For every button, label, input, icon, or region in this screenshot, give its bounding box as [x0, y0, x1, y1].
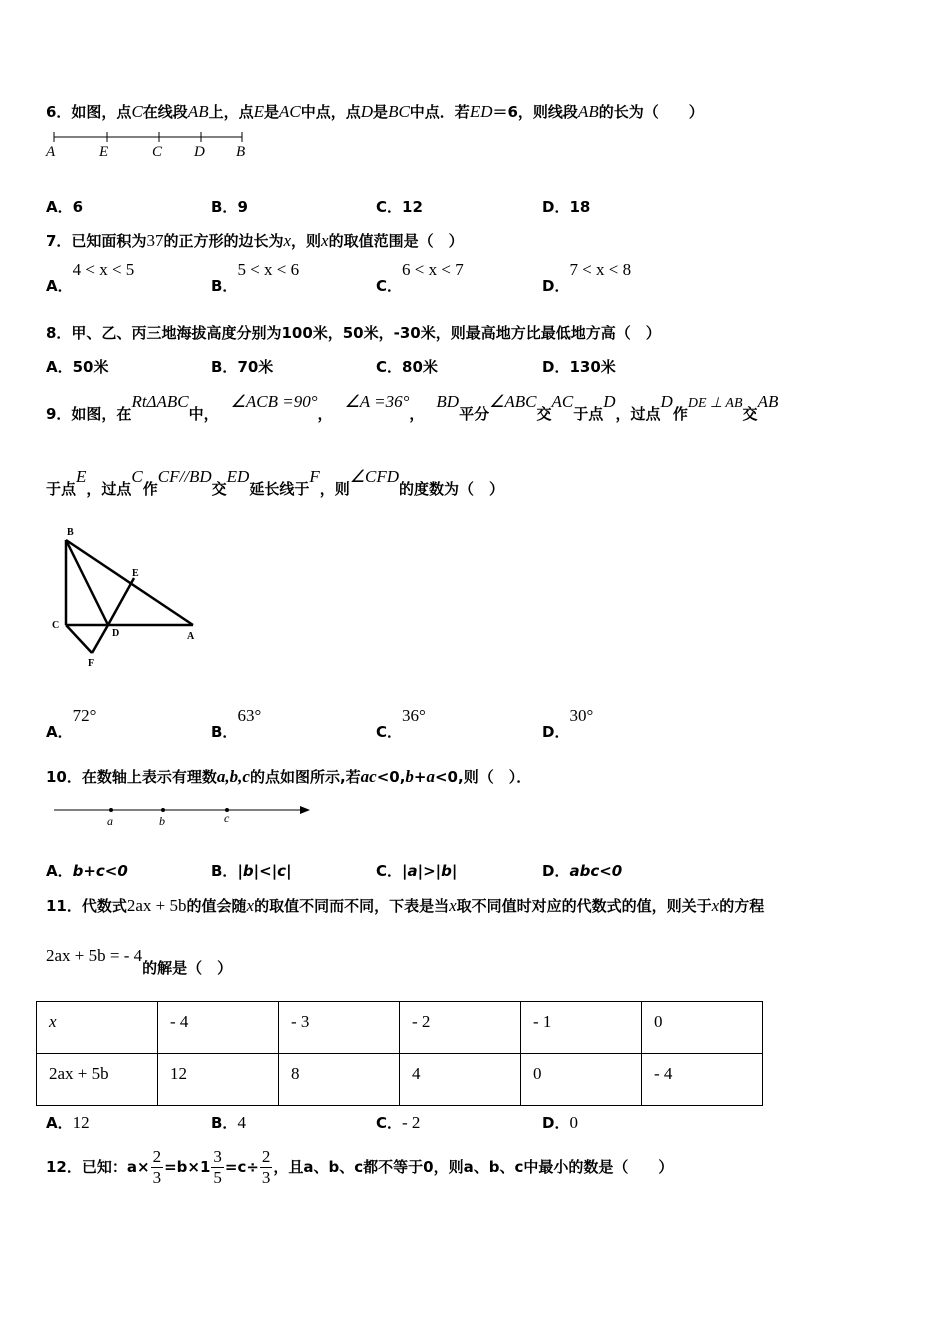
table-cell: 2ax + 5b: [37, 1054, 158, 1106]
table-cell: x: [37, 1002, 158, 1054]
label-e: E: [99, 144, 109, 160]
question-11-stem: 11．代数式2ax + 5b的值会随x的取值不同而不同，下表是当x取不同值时对应的代数式的值，则关于x的方程: [46, 896, 765, 915]
q10-option-d[interactable]: D．abc<0: [542, 862, 623, 880]
q11-option-d[interactable]: D．0: [542, 1113, 578, 1132]
q6-option-d[interactable]: D．18: [542, 198, 591, 216]
question-10-stem: 10．在数轴上表示有理数a,b,c的点如图所示,若ac<0,b+a<0,则（ ）．: [46, 767, 532, 786]
label-b: B: [236, 144, 246, 160]
fraction-three-fifths: $\frac{3}{5}$: [213, 1147, 222, 1187]
segment-cf: [66, 625, 92, 653]
number-line-figure: [48, 798, 318, 830]
q8-option-b[interactable]: B．70米: [211, 358, 274, 376]
question-12-stem: 12．已知：a× $\frac{2}{3}$ =b×1 $\frac{3}{5}$ =c÷ $\frac{2}{3}$ ，且a、b、c都不等于0，则a、b、c中最小的数是（ ）: [46, 1147, 674, 1187]
axis-arrow: [300, 806, 310, 814]
q6-option-b[interactable]: B．9: [211, 198, 248, 216]
table-cell: 12: [158, 1054, 279, 1106]
question-8-stem: 8．甲、乙、丙三地海拔高度分别为100米，50米，-30米，则最高地方比最低地方高（ ）: [46, 324, 661, 342]
question-11-equation-line: 2ax + 5b = - 4的解是（ ）: [46, 946, 233, 977]
table-cell: 0: [521, 1054, 642, 1106]
table-row: [37, 1054, 763, 1106]
label-d: D: [112, 628, 120, 639]
q7-option-a[interactable]: A．4 < x < 5: [46, 260, 135, 295]
table-cell: - 1: [521, 1002, 642, 1054]
segment-figure: [40, 128, 260, 162]
question-9-stem-line1: 9．如图，在RtΔABC中，∠ACB =90°，∠A =36°，BD平分∠ABC交AC于点D，过点D作DE ⊥ AB交AB: [46, 392, 779, 423]
q10-option-c[interactable]: C．|a|>|b|: [376, 862, 458, 880]
q11-option-c[interactable]: C．- 2: [376, 1113, 421, 1132]
label-b: B: [67, 527, 74, 538]
label-d: D: [194, 144, 205, 160]
q8-option-c[interactable]: C．80米: [376, 358, 438, 376]
q9-option-d[interactable]: D．30°: [542, 706, 594, 741]
question-9-stem-line2: 于点E，过点C作CF//BD交ED延长线于F，则∠CFD的度数为（ ）: [46, 467, 504, 498]
q6-option-c[interactable]: C．12: [376, 198, 423, 216]
q10-option-b[interactable]: B．|b|<|c|: [211, 862, 292, 880]
segment-df: [92, 625, 108, 653]
q10-option-a[interactable]: A．b+c<0: [46, 862, 128, 880]
q7-option-b[interactable]: B．5 < x < 6: [211, 260, 300, 295]
table-cell: - 4: [158, 1002, 279, 1054]
q7-option-c[interactable]: C．6 < x < 7: [376, 260, 464, 295]
table-cell: 0: [642, 1002, 763, 1054]
q8-option-a[interactable]: A．50米: [46, 358, 109, 376]
q11-option-b[interactable]: B．4: [211, 1113, 246, 1132]
table-row: [37, 1002, 763, 1054]
label-f: F: [88, 658, 95, 669]
value-table: [36, 1001, 763, 1106]
segment-ba: [66, 540, 193, 625]
table-cell: - 2: [400, 1002, 521, 1054]
q9-option-b[interactable]: B．63°: [211, 706, 262, 741]
table-cell: 4: [400, 1054, 521, 1106]
label-e: E: [132, 568, 139, 579]
q8-option-d[interactable]: D．130米: [542, 358, 616, 376]
point-a: [109, 808, 113, 812]
q9-option-c[interactable]: C．36°: [376, 706, 426, 741]
q9-option-a[interactable]: A．72°: [46, 706, 97, 741]
table-cell: - 4: [642, 1054, 763, 1106]
table-cell: 8: [279, 1054, 400, 1106]
question-6-stem: 6．如图，点C在线段AB上，点E是AC中点，点D是BC中点．若ED＝6，则线段AB的长为（ ）: [46, 102, 704, 121]
fraction-two-thirds: $\frac{2}{3}$: [152, 1147, 162, 1187]
label-c: C: [152, 144, 163, 160]
label-c: C: [52, 620, 60, 631]
triangle-figure: [48, 520, 208, 670]
label-a: a: [107, 814, 113, 828]
label-a: A: [187, 631, 195, 642]
label-c: c: [224, 811, 230, 825]
q6-option-a[interactable]: A．6: [46, 198, 84, 216]
q7-option-d[interactable]: D．7 < x < 8: [542, 260, 632, 295]
fraction-two-thirds-divisor: $\frac{2}{3}$: [261, 1147, 271, 1187]
point-b: [161, 808, 165, 812]
label-a: A: [46, 144, 56, 160]
q11-option-a[interactable]: A．12: [46, 1113, 90, 1132]
segment-de: [108, 578, 134, 625]
question-7-stem: 7．已知面积为37的正方形的边长为x，则x的取值范围是（ ）: [46, 231, 464, 250]
table-cell: - 3: [279, 1002, 400, 1054]
label-b: b: [159, 814, 165, 828]
